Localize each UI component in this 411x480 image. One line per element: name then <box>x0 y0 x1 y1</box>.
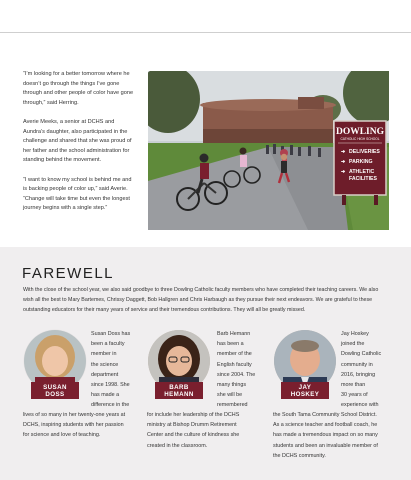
bio-line: ministry at Bishop Drumm Retirement <box>147 422 237 429</box>
bio-line: has made a <box>91 392 120 399</box>
bio-side <box>91 329 139 411</box>
story-text <box>23 70 137 224</box>
campus-photo-illustration <box>148 71 389 230</box>
bio-side <box>341 329 389 411</box>
bio-line: the DCHS community. <box>273 452 326 459</box>
svg-text:➔: ➔ <box>341 159 346 165</box>
bio-line: community in <box>341 361 373 368</box>
sign-item: DELIVERIES <box>349 149 380 155</box>
bio-line: 30 years of <box>341 392 368 399</box>
bio-side <box>217 329 265 411</box>
bio-line: for include her leadership of the DCHS <box>147 412 240 418</box>
sign-subtitle: CATHOLIC HIGH SCHOOL <box>340 137 380 141</box>
name-first: BARB <box>169 383 189 391</box>
bio-line: students and been an invaluable member of <box>273 442 378 449</box>
bio-line: many things <box>217 382 247 389</box>
bio-line: Susan Doss has <box>91 331 131 337</box>
bio-line: Dowling Catholic <box>341 351 382 358</box>
bio-line: lives of so many in her twenty-one years at <box>23 412 126 418</box>
svg-text:➔: ➔ <box>341 169 346 175</box>
sign-title: DOWLING <box>335 127 385 137</box>
bio-line: Barb Hemann <box>217 331 251 337</box>
farewell-intro: With the close of the school year, we also said goodbye to three Dowling Catholic faculty members who have completed their teaching careers. We also wish all the best to Mary Bartemes, Chrissy Daggett, Bob Hallgren and Chris Harbaugh as they pursue their next endeavors. We are grateful to these outstanding educators for their many years of service and their tremendous contributions. They will all be greatly missed. <box>23 287 379 314</box>
bio-line: member of the <box>217 351 252 358</box>
bio-line: English faculty <box>217 361 252 368</box>
bio-bottom <box>23 410 141 441</box>
name-last: DOSS <box>45 390 65 398</box>
farewell-heading: FAREWELL <box>22 265 115 282</box>
farewell-section <box>0 247 411 480</box>
bio-line: has been a <box>217 341 244 348</box>
top-divider <box>0 32 411 33</box>
name-badge <box>31 382 79 399</box>
bio-line: she will be <box>217 392 243 399</box>
bio-line: been a faculty <box>91 341 125 348</box>
story-paragraph: “I want to know my school is behind me and is backing people of color up,” said Averie. “Change will take time but even the longest journey begins with a single step.” <box>23 176 132 212</box>
bio-line: created in the classroom. <box>147 442 208 449</box>
bio-line: has made a tremendous impact on so many <box>273 432 378 439</box>
bio-line: member in <box>91 351 117 358</box>
bio-line: since 2004. The <box>217 371 256 378</box>
story-paragraph: “I’m looking for a better tomorrow where he doesn’t go through the things I’ve gone through and other people of color have gone through,” said Herring. <box>23 71 134 106</box>
bio-line: since 1998. She <box>91 382 130 389</box>
bio-line: As a science teacher and football coach, he <box>273 422 378 429</box>
name-badge <box>155 382 203 399</box>
name-badge <box>281 382 329 399</box>
bio-line: experience with <box>341 402 379 409</box>
bio-line: 2016, bringing <box>341 371 376 378</box>
name-first: SUSAN <box>43 383 67 391</box>
bio-bottom <box>273 410 391 461</box>
bio-line: difference in the <box>91 402 130 409</box>
sign-item: PARKING <box>349 159 373 165</box>
bio-line: the science <box>91 361 119 368</box>
bio-line: DCHS, inspiring students with her passion <box>23 422 124 429</box>
bio-line: remembered <box>217 402 248 409</box>
bio-line: more than <box>341 382 366 389</box>
sign-item: ATHLETIC <box>349 169 375 175</box>
name-last: HOSKEY <box>290 390 320 398</box>
bio-line: department <box>91 371 119 378</box>
bio-line: Jay Hoskey <box>341 331 369 337</box>
bio-line: for science and love of teaching. <box>23 432 101 439</box>
bio-bottom <box>147 410 265 451</box>
name-first: JAY <box>298 383 312 391</box>
story-paragraph: Averie Meeks, a senior at DCHS and Aundra’s daughter, also participated in the challenge and shared that she was proud of her father and the school administration for standing behind the movement. <box>23 118 132 164</box>
name-last: HEMANN <box>164 390 194 398</box>
bio-line: joined the <box>341 341 365 348</box>
sign-item: FACILITIES <box>349 176 377 182</box>
svg-text:➔: ➔ <box>341 149 346 155</box>
bio-line: Center and the culture of kindness she <box>147 432 240 439</box>
bio-line: the South Tama Community School District. <box>273 412 377 418</box>
campus-photo <box>148 71 389 230</box>
